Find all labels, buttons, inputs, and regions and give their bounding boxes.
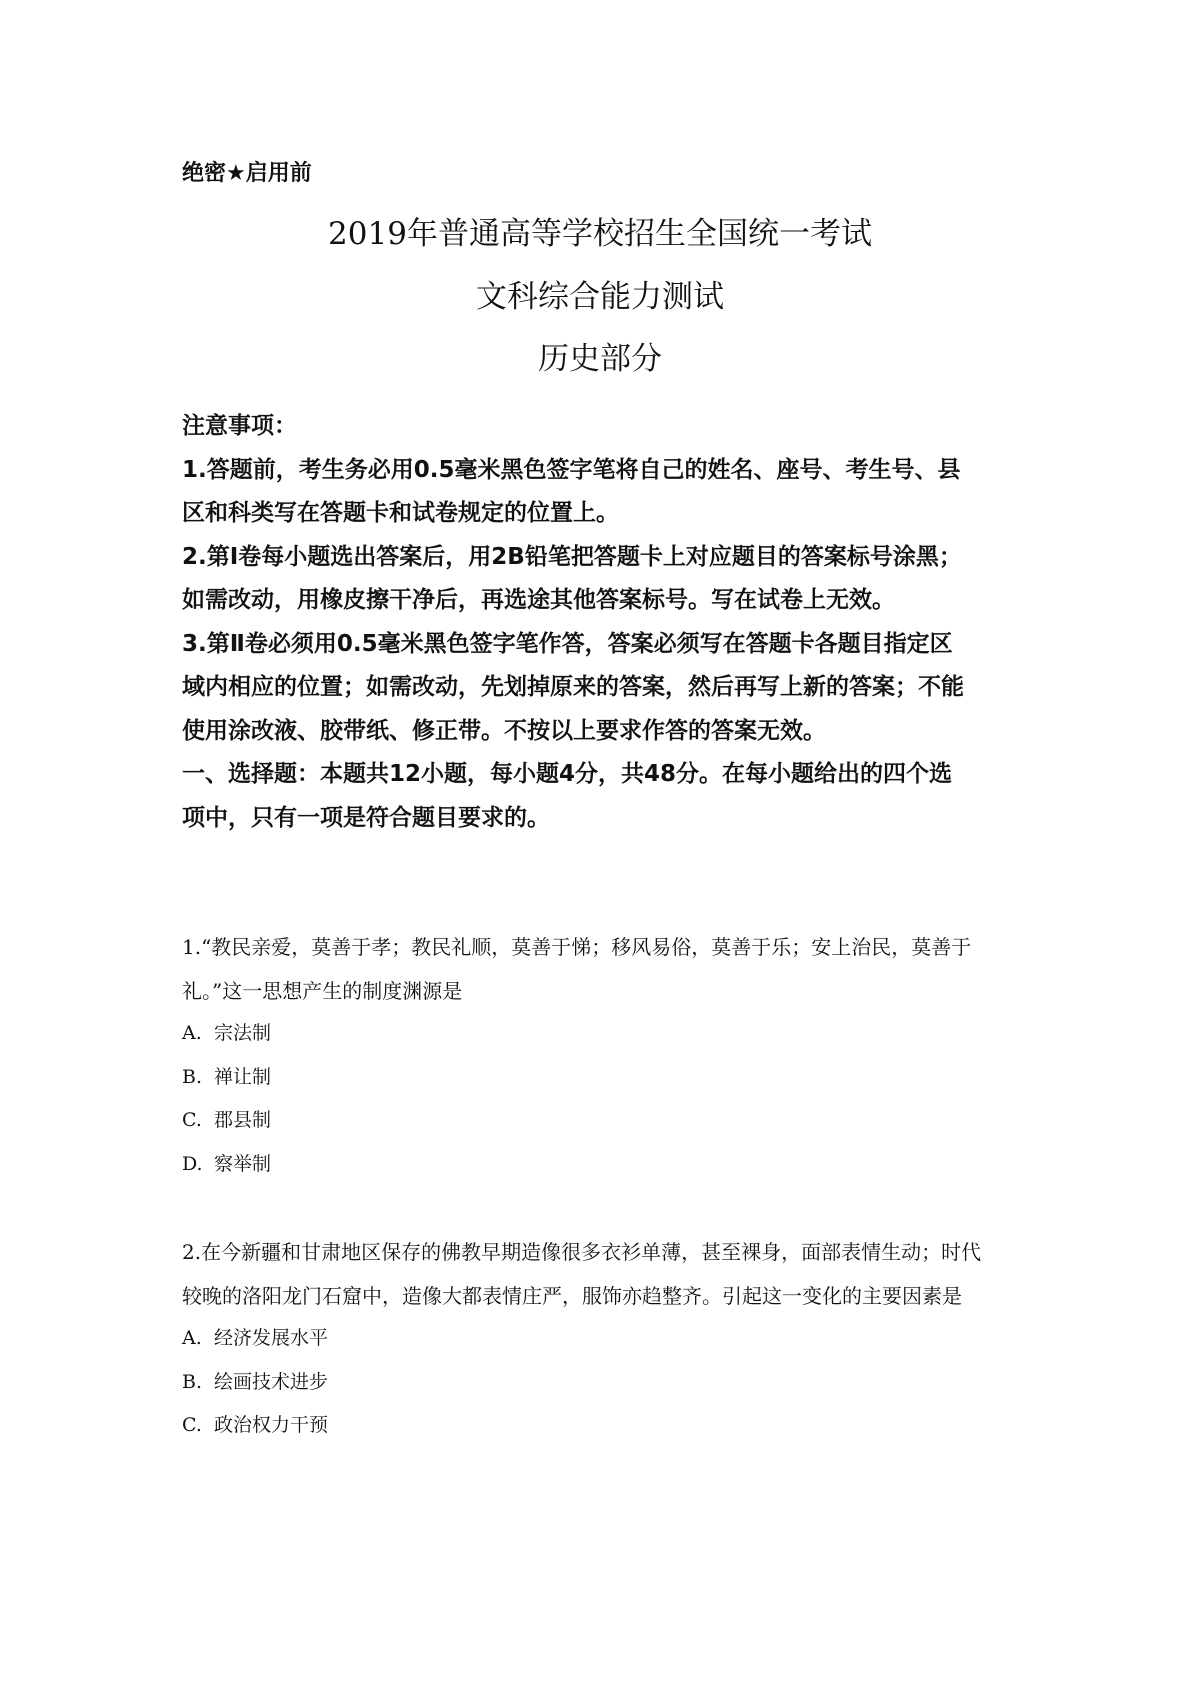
- option-letter: A.: [182, 1327, 202, 1349]
- option-text: 察举制: [214, 1153, 272, 1175]
- option-text: 宗法制: [214, 1022, 272, 1044]
- question-2-option-b: [182, 1367, 328, 1394]
- exam-subtitle: 文科综合能力测试: [476, 279, 724, 315]
- notice-line: 2.第Ⅰ卷每小题选出答案后，用2B铅笔把答题卡上对应题目的答案标号涂黑；: [182, 544, 962, 570]
- question-1-stem: 1.“教民亲爱，莫善于孝；教民礼顺，莫善于悌；移风易俗，莫善于乐；安上治民，莫善于: [182, 935, 972, 959]
- question-1-option-d: [182, 1149, 271, 1176]
- notice-line: 3.第Ⅱ卷必须用0.5毫米黑色签字笔作答，答案必须写在答题卡各题目指定区: [182, 631, 953, 657]
- section-instruction: 一、选择题：本题共12小题，每小题4分，共48分。在每小题给出的四个选: [182, 761, 953, 787]
- option-text: 郡县制: [214, 1109, 272, 1131]
- question-1-option-c: [182, 1105, 271, 1132]
- option-text: 经济发展水平: [214, 1327, 329, 1349]
- option-text: 政治权力干预: [214, 1414, 329, 1436]
- option-letter: D.: [182, 1153, 203, 1175]
- notice-heading: 注意事项：: [182, 413, 297, 439]
- question-2-stem: 较晚的洛阳龙门石窟中，造像大都表情庄严，服饰亦趋整齐。引起这一变化的主要因素是: [182, 1284, 962, 1308]
- question-2-option-c: [182, 1410, 328, 1437]
- option-letter: B.: [182, 1371, 203, 1393]
- notice-line: 域内相应的位置；如需改动，先划掉原来的答案，然后再写上新的答案；不能: [182, 674, 964, 700]
- option-letter: C.: [182, 1414, 202, 1436]
- option-letter: A.: [182, 1022, 202, 1044]
- notice-line: 1.答题前，考生务必用0.5毫米黑色签字笔将自己的姓名、座号、考生号、县: [182, 457, 961, 483]
- secret-mark: 绝密★启用前: [182, 161, 312, 186]
- question-1-option-a: [182, 1018, 271, 1045]
- question-1-stem: 礼。”这一思想产生的制度渊源是: [182, 979, 463, 1003]
- notice-line: 区和科类写在答题卡和试卷规定的位置上。: [182, 500, 619, 526]
- section-instruction: 项中，只有一项是符合题目要求的。: [182, 805, 550, 831]
- option-letter: C.: [182, 1109, 202, 1131]
- option-text: 绘画技术进步: [214, 1371, 329, 1393]
- notice-line: 使用涂改液、胶带纸、修正带。不按以上要求作答的答案无效。: [182, 718, 826, 744]
- option-letter: B.: [182, 1066, 203, 1088]
- notice-line: 如需改动，用橡皮擦干净后，再选途其他答案标号。写在试卷上无效。: [182, 587, 895, 613]
- question-2-option-a: [182, 1323, 328, 1350]
- option-text: 禅让制: [214, 1066, 272, 1088]
- question-2-stem: 2.在今新疆和甘肃地区保存的佛教早期造像很多衣衫单薄，甚至裸身，面部表情生动；时代: [182, 1240, 982, 1264]
- exam-title: 2019年普通高等学校招生全国统一考试: [328, 216, 872, 252]
- exam-section-title: 历史部分: [538, 341, 662, 377]
- question-1-option-b: [182, 1062, 271, 1089]
